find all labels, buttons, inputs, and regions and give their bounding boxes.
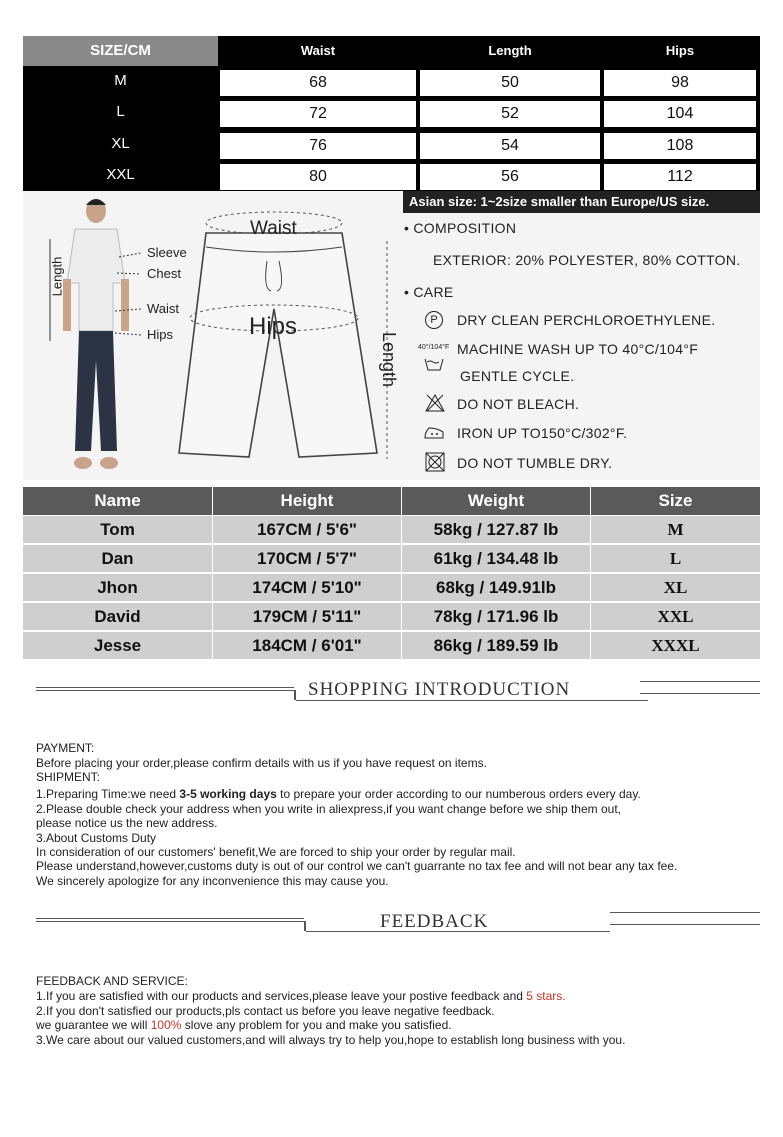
hips-value: 98	[604, 70, 756, 96]
care-iron: IRON UP TO150°C/302°F.	[457, 425, 628, 441]
waist-value: 72	[220, 101, 416, 127]
model-size: XL	[591, 574, 760, 601]
customs-line-3: We sincerely apologize for any inconvenience this may cause you.	[36, 874, 389, 888]
feedback-divider	[36, 911, 760, 935]
model-weight: 58kg / 127.87 lb	[402, 516, 590, 543]
model-height: 174CM / 5'10"	[213, 574, 401, 601]
model-sleeve-label: Sleeve	[147, 245, 187, 260]
no-bleach-icon	[425, 394, 445, 412]
feedback-section-title: FEEDBACK AND SERVICE:	[36, 974, 188, 988]
length-header: Length	[488, 43, 532, 58]
care-no-bleach: DO NOT BLEACH.	[457, 396, 580, 412]
composition-title: • COMPOSITION	[404, 220, 517, 236]
customs-line-2: Please understand,however,customs duty is out of our control we can't guarrante no tax fee and will not bear any tax fee.	[36, 859, 678, 873]
model-size: XXXL	[591, 632, 760, 659]
size-header: Size	[591, 487, 760, 515]
shopping-intro-title: SHOPPING INTRODUCTION	[308, 679, 571, 700]
length-value: 52	[420, 101, 600, 127]
feedback-line-4: 3.We care about our valued customers,and will always try to help you,hope to establish long business with you.	[36, 1033, 626, 1047]
length-value: 56	[420, 164, 600, 190]
name-header: Name	[23, 487, 212, 515]
customs-title: 3.About Customs Duty	[36, 831, 157, 845]
length-value: 50	[420, 70, 600, 96]
waist-value: 76	[220, 133, 416, 159]
shipment-title: SHIPMENT:	[36, 770, 101, 784]
length-value: 54	[420, 133, 600, 159]
feedback-line-2: 2.If you don't satisfied our products,pls contact us before you leave negative feedback.	[36, 1004, 495, 1018]
waist-value: 68	[220, 70, 416, 96]
model-name: Jhon	[23, 574, 212, 601]
hips-value: 108	[604, 133, 756, 159]
hips-header: Hips	[665, 43, 695, 58]
hips-value: 112	[604, 164, 756, 190]
height-header: Height	[213, 487, 401, 515]
model-name: Jesse	[23, 632, 212, 659]
shorts-hips-label: Hips	[249, 313, 298, 340]
care-no-tumble-dry: DO NOT TUMBLE DRY.	[457, 455, 613, 471]
model-height: 170CM / 5'7"	[213, 545, 401, 572]
care-title: • CARE	[404, 284, 454, 300]
size-label: M	[114, 72, 127, 89]
shorts-length-label: Length	[379, 331, 400, 388]
customs-line-1: In consideration of our customers' benefit,We are forced to ship your order by regular mail.	[36, 845, 516, 859]
wash-temp-icon: 40°/104°F	[418, 344, 450, 351]
size-table	[23, 36, 760, 191]
shipment-line-1: 1.Preparing Time:we need 3-5 working days to prepare your order according to our numberous orders every day.	[36, 787, 641, 801]
model-hips-label: Hips	[147, 327, 174, 342]
model-height: 184CM / 6'01"	[213, 632, 401, 659]
model-figure-illustration	[23, 191, 403, 480]
model-waist-label: Waist	[147, 301, 180, 316]
care-machine-wash: MACHINE WASH UP TO 40°C/104°F	[457, 341, 699, 357]
weight-header: Weight	[402, 487, 590, 515]
model-height: 167CM / 5'6"	[213, 516, 401, 543]
feedback-line-1: 1.If you are satisfied with our products and services,please leave your postive feedback and 5 stars.	[36, 989, 566, 1003]
model-size: L	[591, 545, 760, 572]
payment-text: Before placing your order,please confirm details with us if you have request on items.	[36, 756, 487, 770]
feedback-line-3: we guarantee we will 100% slove any problem for you and make you satisfied.	[36, 1018, 452, 1032]
size-label: XL	[111, 135, 130, 152]
care-gentle-cycle: GENTLE CYCLE.	[460, 368, 575, 384]
model-weight: 86kg / 189.59 lb	[402, 632, 590, 659]
model-table	[23, 487, 760, 661]
hips-value: 104	[604, 101, 756, 127]
dry-clean-icon: P	[425, 311, 443, 329]
model-weight: 68kg / 149.91lb	[402, 574, 590, 601]
model-height: 179CM / 5'11"	[213, 603, 401, 630]
model-name: David	[23, 603, 212, 630]
model-name: Tom	[23, 516, 212, 543]
payment-title: PAYMENT:	[36, 741, 95, 755]
model-weight: 78kg / 171.96 lb	[402, 603, 590, 630]
no-tumble-dry-icon	[425, 452, 445, 472]
iron-icon	[423, 426, 445, 440]
shopping-divider	[36, 680, 760, 704]
size-label: XXL	[106, 166, 135, 183]
shipment-line-2b: please notice us the new address.	[36, 816, 218, 830]
composition-text: EXTERIOR: 20% POLYESTER, 80% COTTON.	[433, 252, 741, 268]
waist-header: Waist	[300, 43, 336, 58]
care-dry-clean: DRY CLEAN PERCHLOROETHYLENE.	[457, 312, 716, 328]
model-size: M	[591, 516, 760, 543]
feedback-title: FEEDBACK	[380, 911, 489, 932]
size-label: L	[116, 103, 125, 120]
shorts-waist-label: Waist	[250, 218, 297, 239]
model-name: Dan	[23, 545, 212, 572]
waist-value: 80	[220, 164, 416, 190]
wash-tub-icon	[424, 357, 444, 371]
size-header: SIZE/CM	[23, 36, 218, 66]
model-length-label: Length	[49, 256, 65, 297]
measurement-diagram	[23, 191, 760, 480]
asian-size-note: Asian size: 1~2size smaller than Europe/US size.	[403, 191, 760, 213]
model-size: XXL	[591, 603, 760, 630]
shipment-line-2: 2.Please double check your address when you write in aliexpress,if you want change before we ship them out,	[36, 802, 621, 816]
model-weight: 61kg / 134.48 lb	[402, 545, 590, 572]
model-chest-label: Chest	[147, 266, 181, 281]
